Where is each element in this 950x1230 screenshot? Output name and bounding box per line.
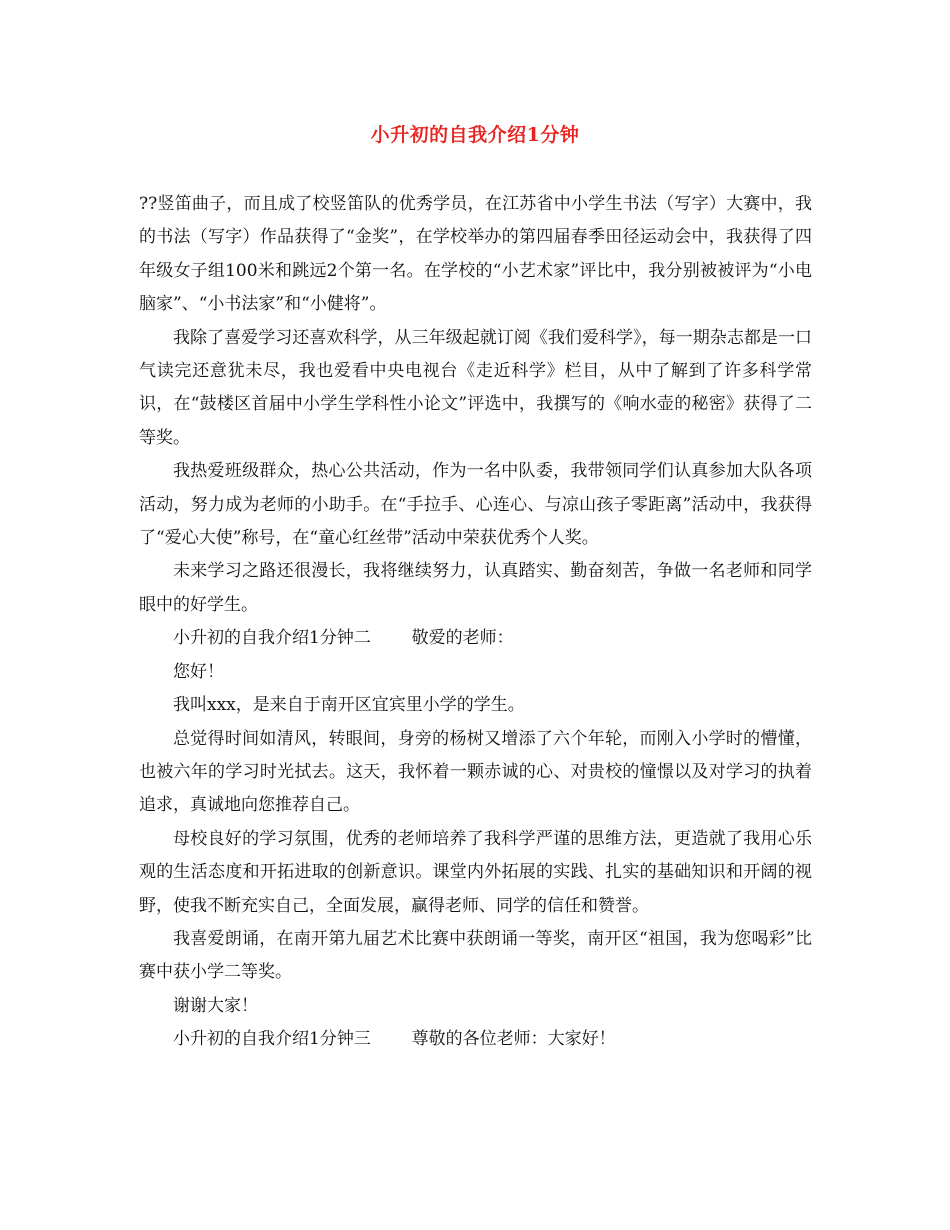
paragraph-4: 未来学习之路还很漫长，我将继续努力，认真踏实、勤奋刻苦，争做一名老师和同学眼中的好学生。: [139, 561, 812, 615]
paragraph-recitation: 我喜爱朗诵，在南开第九届艺术比赛中获朗诵一等奖，南开区“祖国，我为您喝彩”比赛中获小学二等奖。: [139, 928, 812, 983]
thanks-line: 谢谢大家！: [173, 995, 258, 1016]
greeting: 您好！: [173, 661, 224, 682]
section-2-heading: 小升初的自我介绍1分钟二: [173, 628, 371, 649]
section-3-salutation: 尊敬的各位老师：大家好！: [411, 1029, 616, 1050]
document-body: [139, 188, 812, 1057]
paragraph-2: 我除了喜爱学习还喜欢科学，从三年级起就订阅《我们爱科学》，每一期杂志都是一口气读完还意犹未尽，我也爱看中央电视台《走近科学》栏目，从中了解到了许多科学常识，在“鼓楼区首届中小学生学科性小论文”评选中，我撰写的《响水壶的秘密》获得了二等奖。: [139, 327, 812, 448]
section-3-heading-line: [139, 1023, 812, 1056]
document-title: 小升初的自我介绍1分钟: [370, 124, 580, 146]
self-intro-line: 我叫xxx，是来自于南开区宜宾里小学的学生。: [173, 695, 525, 716]
paragraph-time: 总觉得时间如清风，转眼间，身旁的杨树又增添了六个年轮，而刚入小学时的懵懂，也被六年的学习时光拭去。这天，我怀着一颗赤诚的心、对贵校的憧憬以及对学习的执着追求，真诚地向您推荐自己。: [139, 728, 812, 816]
paragraph-3: 我热爱班级群众，热心公共活动，作为一名中队委，我带领同学们认真参加大队各项活动，努力成为老师的小助手。在“手拉手、心连心、与凉山孩子零距离”活动中，我获得了“爱心大使”称号，在“童心红丝带”活动中荣获优秀个人奖。: [139, 461, 812, 549]
section-3-heading: 小升初的自我介绍1分钟三: [173, 1029, 371, 1050]
paragraph-1: ??竖笛曲子，而且成了校竖笛队的优秀学员，在江苏省中小学生书法（写字）大赛中，我的书法（写字）作品获得了“金奖”，在学校举办的第四届春季田径运动会中，我获得了四年级女子组100米和跳远2个第一名。在学校的“小艺术家”评比中，我分别被被评为“小电脑家”、“小书法家”和“小健将”。: [139, 194, 812, 315]
section-2-salutation: 敬爱的老师：: [411, 628, 514, 649]
paragraph-school: 母校良好的学习氛围，优秀的老师培养了我科学严谨的思维方法，更造就了我用心乐观的生活态度和开拓进取的创新意识。课堂内外拓展的实践、扎实的基础知识和开阔的视野，使我不断充实自己，全面发展，赢得老师、同学的信任和赞誉。: [139, 828, 812, 916]
section-2-heading-line: [139, 622, 812, 655]
